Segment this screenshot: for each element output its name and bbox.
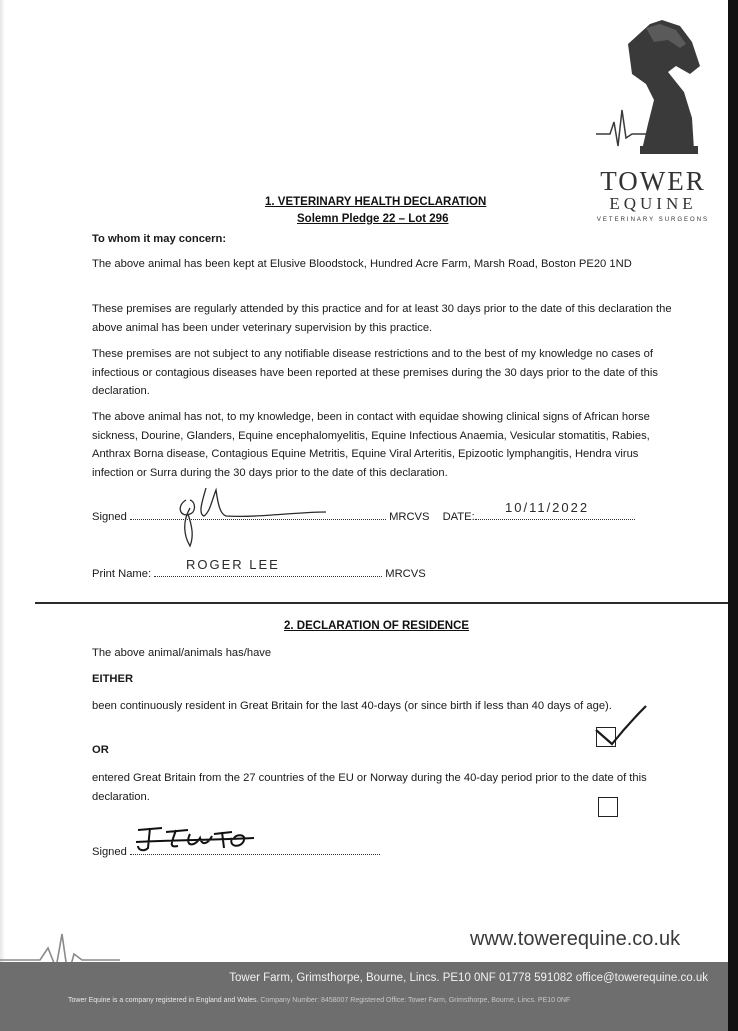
greeting: To whom it may concern: [92,233,227,245]
tower-equine-logo [588,14,718,223]
residence-signed-label: Signed [92,846,127,858]
entered-eu-checkbox[interactable] [598,797,618,817]
option-resident-text: been continuously resident in Great Britain for the last 40-days (or since birth if less than 40 days of age). [92,700,612,712]
section-divider [35,602,728,604]
brand-name-tower: TOWER [600,166,706,196]
section1-title: 1. VETERINARY HEALTH DECLARATION [265,196,487,208]
residence-intro: The above animal/animals has/have [92,647,272,659]
print-mrcvs-label: MRCVS [385,568,426,580]
knight-horse-icon [588,14,718,164]
footer-address: Tower Farm, Grimsthorpe, Bourne, Lincs. PE10 0NF 01778 591082 office@towerequine.co.uk [229,972,708,984]
vet-handwritten-signature [166,478,336,550]
date-label: DATE: [442,511,475,523]
print-name-label: Print Name: [92,568,152,580]
page-edge [0,0,5,1031]
legal-registration: Tower Equine is a company registered in England and Wales. [68,997,259,1004]
print-name-handwritten: ROGER LEE [186,557,280,572]
or-label: OR [92,744,109,756]
page-border-strip [728,0,738,1031]
paragraph-attended: These premises are regularly attended by this practice and for at least 30 days prior to the date of this declaration the above animal has been under veterinary supervision by this practice. [92,303,672,334]
checkmark-icon [590,700,650,750]
paragraph-no-restrictions: These premises are not subject to any notifiable disease restrictions and to the best of my knowledge no cases of infectious or contagious diseases have been reported at these premises during the 30 days prior to the date of this declaration. [92,348,658,397]
either-label: EITHER [92,673,134,685]
paragraph-kept-at: The above animal has been kept at Elusive Bloodstock, Hundred Acre Farm, Marsh Road, Boston PE20 1ND [92,258,632,270]
brand-tagline: VETERINARY SURGEONS [596,217,710,223]
option-entered-text: entered Great Britain from the 27 countries of the EU or Norway during the 40-day period prior to the date of this declaration. [92,772,647,803]
footer-legal [68,997,570,1004]
paragraph-no-contact: The above animal has not, to my knowledge, been in contact with equidae showing clinical signs of African horse sickness, Dourine, Glanders, Equine encephalomyelitis, Equine Infectious Anaemia, Vesicular stomatitis, Rabies, Anthrax Borna disease, Contagious Equine Metritis, Equine Viral Arteritis, Epizootic lymphangitis, Hendra virus infection or Surra during the 30 days prior to the date of this declaration. [92,411,650,479]
date-handwritten: 10/11/2022 [505,500,590,515]
section1-subtitle: Solemn Pledge 22 – Lot 296 [297,213,449,225]
residence-handwritten-signature [132,822,262,858]
section2-title: 2. DECLARATION OF RESIDENCE [284,620,470,632]
legal-registered-office: Registered Office: Tower Farm, Grimsthorpe, Bourne, Lincs. PE10 0NF [350,997,571,1004]
legal-company-number: Company Number: 8458007 [260,997,349,1004]
website-url: www.towerequine.co.uk [470,928,681,950]
signed-label: Signed [92,511,127,523]
mrcvs-label: MRCVS [389,511,430,523]
brand-name-equine: EQUINE [609,194,697,213]
